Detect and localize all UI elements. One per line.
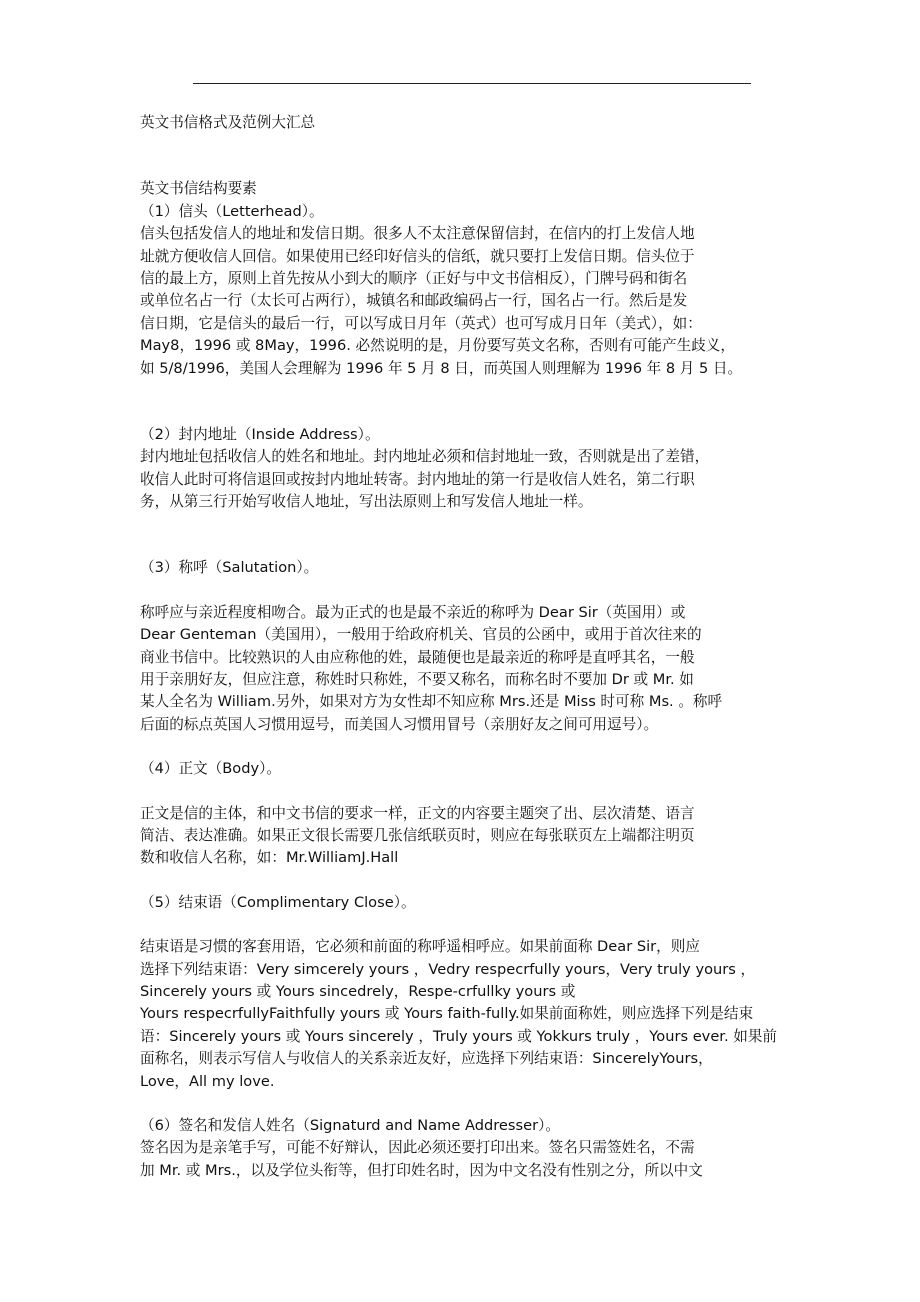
paragraph-line: 封内地址包括收信人的姓名和地址。封内地址必须和信封地址一致，否则就是出了差错， (140, 448, 710, 466)
paragraph-line: 后面的标点英国人习惯用逗号，而美国人习惯用冒号（亲朋好友之间可用逗号）。 (140, 715, 659, 733)
paragraph-line: 语：Sincerely yours 或 Yours sincerely ，Truly yours 或 Yokkurs truly ，Yours ever. 如果前 (140, 1027, 778, 1045)
paragraph-line: 信的最上方，原则上首先按从小到大的顺序（正好与中文书信相反），门牌号码和街名 (140, 269, 688, 287)
paragraph-line: 址就方便收信人回信。如果使用已经印好信头的信纸，就只要打上发信日期。信头位于 (140, 247, 695, 265)
structure-heading: 英文书信结构要素 (140, 180, 257, 198)
header-rule (193, 83, 751, 84)
paragraph-line: Sincerely yours 或 Yours sincedrely，Respe-crfullky yours 或 (140, 982, 576, 1000)
paragraph-line: 收信人此时可将信退回或按封内地址转寄。封内地址的第一行是收信人姓名，第二行职 (140, 470, 695, 488)
document-body (140, 112, 780, 1182)
section-heading-inside-address: （2）封内地址（Inside Address）。 (140, 425, 380, 443)
paragraph-line: 用于亲朋好友，但应注意，称姓时只称姓，不要又称名，而称名时不要加 Dr 或 Mr. 如 (140, 671, 694, 689)
paragraph-line: 正文是信的主体，和中文书信的要求一样，正文的内容要主题突了出、层次清楚、语言 (140, 804, 695, 822)
paragraph-line: 选择下列结束语：Very simcerely yours ，Vedry respecrfully yours，Very truly yours ， (140, 960, 756, 978)
paragraph-line: 信日期，它是信头的最后一行，可以写成日月年（英式）也可写成月日年（美式），如： (140, 314, 702, 332)
paragraph-line: 或单位名占一行（太长可占两行），城镇名和邮政编码占一行，国名占一行。然后是发 (140, 292, 688, 310)
paragraph-line: 简洁、表达准确。如果正文很长需要几张信纸联页时，则应在每张联页左上端都注明页 (140, 826, 695, 844)
section-heading-salutation: （3）称呼（Salutation）。 (140, 559, 319, 577)
paragraph-line: Dear Genteman（美国用），一般用于给政府机关、官员的公函中，或用于首次往来的 (140, 626, 702, 644)
paragraph-line: May8，1996 或 8May，1996. 必然说明的是，月份要写英文名称，否则有可能产生歧义， (140, 337, 735, 355)
paragraph-line: 加 Mr. 或 Mrs.，以及学位头衔等，但打印姓名时，因为中文名没有性别之分，所以中文 (140, 1161, 703, 1179)
paragraph-line: 面称名，则表示写信人与收信人的关系亲近友好，应选择下列结束语：SincerelyYours， (140, 1050, 713, 1068)
paragraph-line: 务，从第三行开始写收信人地址，写出法原则上和写发信人地址一样。 (140, 493, 593, 511)
section-heading-signature: （6）签名和发信人姓名（Signaturd and Name Addresser）。 (140, 1116, 560, 1134)
paragraph-line: 商业书信中。比较熟识的人由应称他的姓，最随便也是最亲近的称呼是直呼其名，一般 (140, 648, 695, 666)
paragraph-line: 信头包括发信人的地址和发信日期。很多人不太注意保留信封，在信内的打上发信人地 (140, 225, 695, 243)
paragraph-line: 某人全名为 William.另外，如果对方为女性却不知应称 Mrs.还是 Miss 时可称 Ms. 。称呼 (140, 693, 723, 711)
paragraph-line: 数和收信人名称，如：Mr.WilliamJ.Hall (140, 849, 399, 867)
section-heading-complimentary-close: （5）结束语（Complimentary Close）。 (140, 893, 416, 911)
paragraph-line: 如 5/8/1996，美国人会理解为 1996 年 5 月 8 日，而英国人则理解为 1996 年 8 月 5 日。 (140, 359, 743, 377)
document-title: 英文书信格式及范例大汇总 (140, 114, 316, 131)
paragraph-line: 称呼应与亲近程度相吻合。最为正式的也是最不亲近的称呼为 Dear Sir（英国用）或 (140, 603, 686, 621)
section-heading-letterhead: （1）信头（Letterhead）。 (140, 202, 324, 220)
paragraph-line: Love，All my love. (140, 1072, 275, 1090)
section-heading-body: （4）正文（Body）。 (140, 760, 281, 778)
paragraph-line: 结束语是习惯的客套用语，它必须和前面的称呼遥相呼应。如果前面称 Dear Sir，则应 (140, 938, 700, 956)
paragraph-line: 签名因为是亲笔手写，可能不好辩认，因此必须还要打印出来。签名只需签姓名，不需 (140, 1139, 695, 1157)
paragraph-line: Yours respecrfullyFaithfully yours 或 Yours faith-fully.如果前面称姓，则应选择下列是结束 (140, 1005, 754, 1023)
